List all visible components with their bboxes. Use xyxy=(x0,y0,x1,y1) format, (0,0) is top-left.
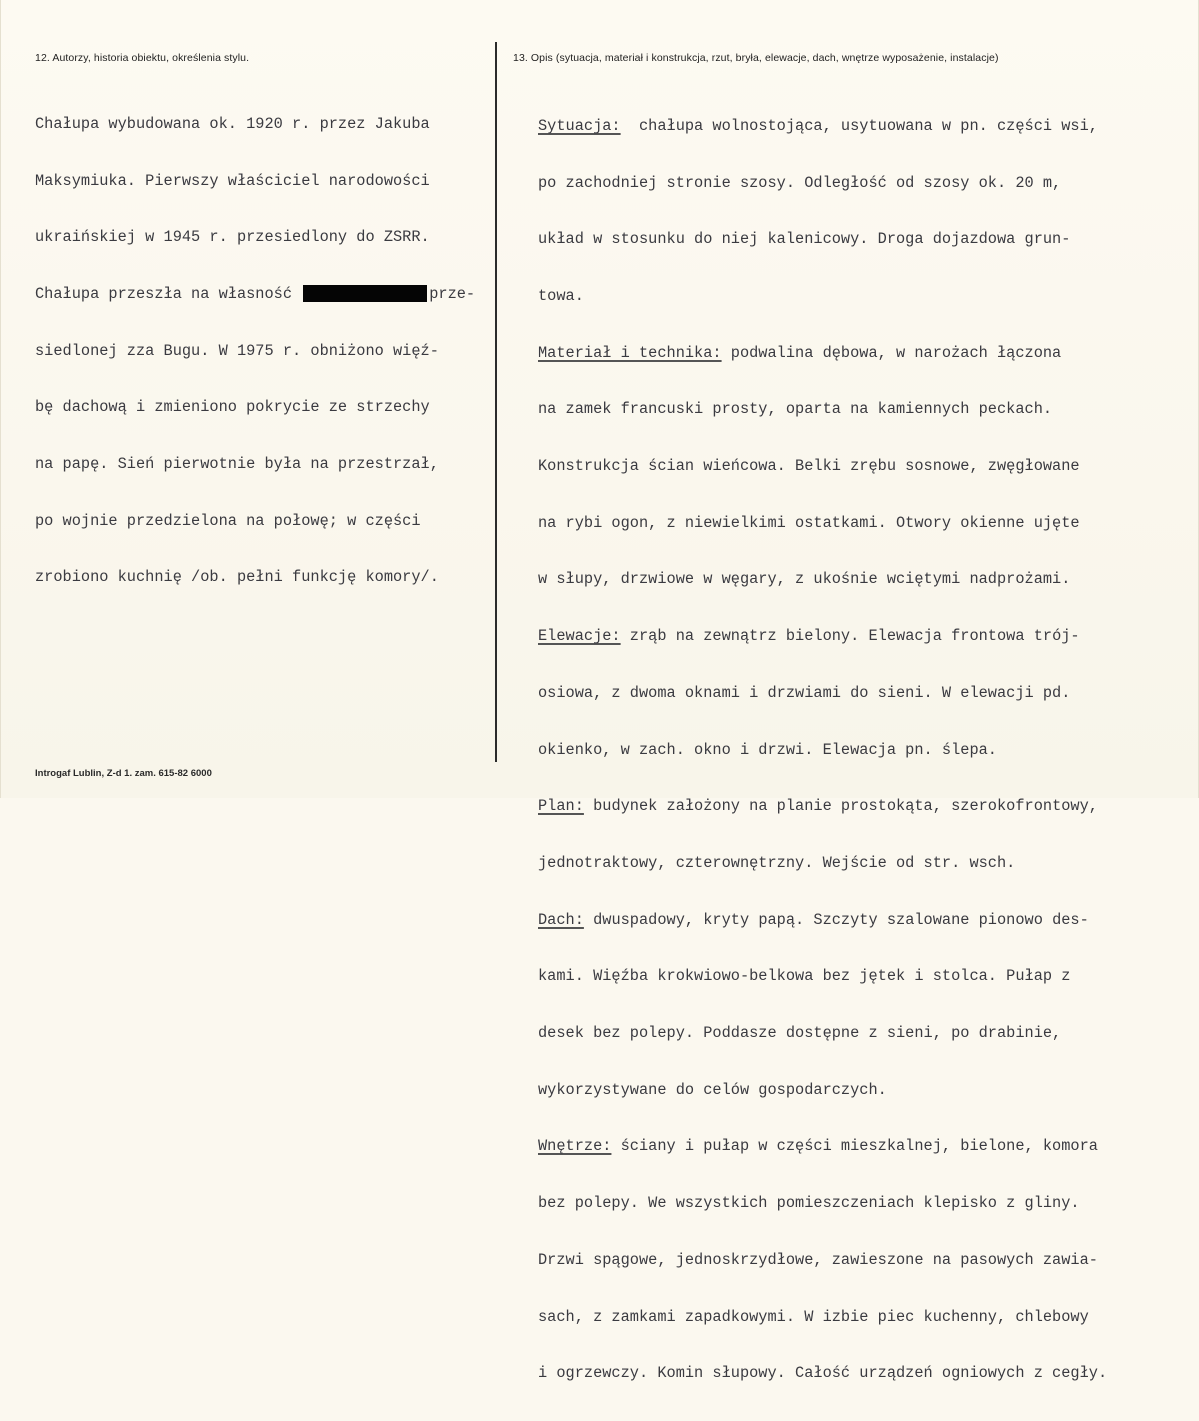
description-line: po zachodniej stronie szosy. Odległość od szosy ok. 20 m, xyxy=(538,173,1062,192)
history-line: siedlonej zza Bugu. W 1975 r. obniżono więź- xyxy=(35,341,439,360)
description-line: bez polepy. We wszystkich pomieszczeniach klepisko z gliny. xyxy=(538,1194,1080,1213)
description-line: układ w stosunku do niej kalenicowy. Droga dojazdowa grun- xyxy=(538,230,1071,249)
description-line-text: budynek założony na planie prostokąta, szerokofrontowy, xyxy=(583,797,1098,816)
section-13-header: 13. Opis (sytuacja, materiał i konstrukcja, rzut, bryła, elewacje, dach, wnętrze wyposażenie, instalacje) xyxy=(513,52,999,64)
description-line: towa. xyxy=(538,286,584,305)
history-line: ukraińskiej w 1945 r. przesiedlony do ZSRR. xyxy=(35,228,430,247)
description-line: kami. Więźba krokwiowo-belkowa bez jętek i stolca. Pułap z xyxy=(538,967,1071,986)
description-line: jednotraktowy, czterownętrzny. Wejście od str. wsch. xyxy=(538,853,1016,872)
label-elevations: Elewacje: xyxy=(538,627,621,646)
history-line xyxy=(35,285,475,304)
label-material: Materiał i technika: xyxy=(538,343,722,362)
description-line: w słupy, drzwiowe w węgary, z ukośnie wciętymi nadprożami. xyxy=(538,570,1071,589)
description-line-text: podwalina dębowa, w narożach łączona xyxy=(721,343,1062,362)
description-line: Drzwi spągowe, jednoskrzydłowe, zawieszone na pasowych zawia- xyxy=(538,1250,1098,1269)
label-roof: Dach: xyxy=(538,910,584,929)
description-line: desek bez polepy. Poddasze dostępne z sieni, po drabinie, xyxy=(538,1024,1062,1043)
description-line: osiowa, z dwoma oknami i drzwiami do sieni. W elewacji pd. xyxy=(538,683,1071,702)
printer-imprint: Introgaf Lublin, Z-d 1. zam. 615-82 6000 xyxy=(35,768,212,779)
description-line xyxy=(538,1137,1107,1156)
description-line: wykorzystywane do celów gospodarczych. xyxy=(538,1080,887,1099)
history-line: bę dachową i zmieniono pokrycie ze strzechy xyxy=(35,398,430,417)
description-line-text: ściany i pułap w części mieszkalnej, bielone, komora xyxy=(611,1137,1098,1156)
label-plan: Plan: xyxy=(538,797,584,816)
description-line xyxy=(538,797,1107,816)
label-situation: Sytuacja: xyxy=(538,116,621,135)
description-text xyxy=(538,79,1107,1421)
history-line: zrobiono kuchnię /ob. pełni funkcję komory/. xyxy=(35,568,439,587)
history-line-end: prze- xyxy=(429,284,476,303)
column-divider xyxy=(495,42,497,762)
redaction-bar xyxy=(303,285,427,302)
description-line: na zamek francuski prosty, oparta na kamiennych peckach. xyxy=(538,400,1053,419)
label-interior: Wnętrze: xyxy=(538,1137,612,1156)
description-line xyxy=(538,627,1107,646)
description-line-text: chałupa wolnostojąca, usytuowana w pn. części wsi, xyxy=(620,116,1098,135)
description-line-text: dwuspadowy, kryty papą. Szczyty szalowane pionowo des- xyxy=(583,910,1089,929)
description-line: okienko, w zach. okno i drzwi. Elewacja pn. ślepa. xyxy=(538,740,997,759)
history-text xyxy=(35,77,475,625)
history-line: po wojnie przedzielona na połowę; w części xyxy=(35,511,421,530)
description-line xyxy=(538,344,1107,363)
history-line: Maksymiuka. Pierwszy właściciel narodowości xyxy=(35,171,430,190)
description-line: na rybi ogon, z niewielkimi ostatkami. Otwory okienne ujęte xyxy=(538,513,1080,532)
history-line: na papę. Sień pierwotnie była na przestrzał, xyxy=(35,455,439,474)
section-12-header: 12. Autorzy, historia obiektu, określenia stylu. xyxy=(35,52,250,64)
description-line: sach, z zamkami zapadkowymi. W izbie piec kuchenny, chlebowy xyxy=(538,1307,1089,1326)
description-line xyxy=(538,911,1107,930)
description-line: Konstrukcja ścian wieńcowa. Belki zrębu sosnowe, zwęgłowane xyxy=(538,457,1080,476)
description-line-text: zrąb na zewnątrz bielony. Elewacja frontowa trój- xyxy=(620,627,1080,646)
description-line: i ogrzewczy. Komin słupowy. Całość urządzeń ogniowych z cegły. xyxy=(538,1364,1108,1383)
history-line-start: Chałupa przeszła na własność xyxy=(35,284,293,303)
history-line: Chałupa wybudowana ok. 1920 r. przez Jakuba xyxy=(35,114,430,133)
description-line xyxy=(538,117,1107,136)
